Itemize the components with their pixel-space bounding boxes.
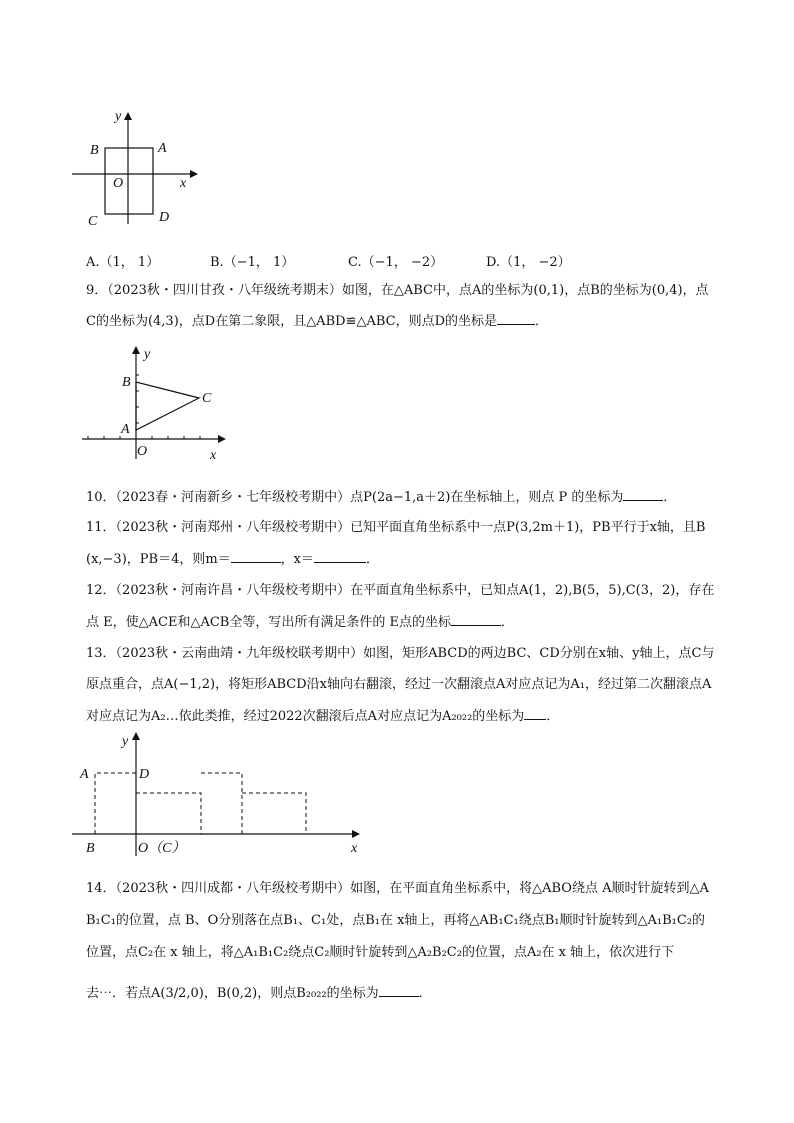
label-O: O (113, 176, 124, 191)
q14-line4 (86, 984, 432, 1003)
label-B: B (122, 375, 131, 390)
q13-end: ． (546, 709, 560, 724)
label-y: y (122, 734, 129, 749)
figure-rectangle-abcd (68, 106, 198, 231)
q14-line1: 14．（2023秋・四川成都・八年级校考期中）如图，在平面直角坐标系中，将△ABO绕点 A顺时针旋转到△A (86, 881, 709, 896)
q9-answer-blank (497, 312, 535, 325)
q11-line2b: ，x＝ (280, 552, 315, 567)
label-A: A (158, 141, 167, 156)
q13-answer-blank (524, 707, 546, 720)
choice-c: C.（−1， −2） (348, 255, 444, 270)
label-x: x (210, 448, 217, 463)
q11-end: ． (366, 552, 380, 567)
choice-b: B.（−1， 1） (210, 255, 295, 270)
y-axis-arrow (124, 112, 132, 120)
label-A: A (121, 422, 130, 437)
choice-a: A.（1， 1） (86, 255, 160, 270)
q10-line (86, 488, 676, 507)
q12-end: ． (500, 615, 514, 630)
q9-line1: 9．（2023秋・四川甘孜・八年级统考期末）如图，在△ABC中，点A的坐标为(0,1)，点B的坐标为(0,4)，点 (86, 283, 709, 298)
q11-line2 (86, 550, 379, 569)
label-C: C (202, 391, 212, 406)
q12-answer-blank (451, 613, 501, 626)
q9-end: ． (535, 314, 549, 329)
q11-blank-m (231, 550, 281, 563)
q9-line2 (86, 312, 548, 331)
q11-blank-x (314, 550, 366, 563)
q13-line3-text: 对应点记为A₂…依此类推，经过2022次翻滚后点A对应点记为A₂₀₂₂的坐标为 (86, 709, 525, 724)
label-O: O (137, 444, 148, 459)
q14-line3: 位置，点C₂在 x 轴上，将△A₁B₁C₂绕点C₂顺时针旋转到△A₂B₂C₂的位置，点A₂在 x 轴上，依次进行下 (86, 945, 675, 960)
q12-line2 (86, 613, 514, 632)
figure-triangle-abc (78, 344, 228, 464)
choice-d: D.（1， −2） (486, 255, 571, 270)
x-axis-arrow (218, 435, 226, 443)
q10-end: ． (663, 490, 677, 505)
q14-line4-text: 去⋯．若点A(3/2,0)，B(0,2)，则点B₂₀₂₂的坐标为 (86, 986, 379, 1001)
y-axis-arrow (132, 346, 140, 354)
label-OC: O（C） (138, 841, 186, 856)
x-axis-arrow (352, 830, 360, 838)
label-x: x (351, 841, 358, 856)
rectangle-positions (95, 773, 306, 834)
label-D: D (139, 767, 150, 782)
label-C: C (88, 214, 98, 229)
y-axis-arrow (132, 732, 140, 740)
label-B: B (90, 143, 99, 158)
q12-line2-text: 点 E，使△ACE和△ACB全等，写出所有满足条件的 E点的坐标 (86, 615, 451, 630)
q14-line2: B₁C₁的位置，点 B、O分别落在点B₁、C₁处，点B₁在 x轴上，再将△AB₁C₁绕点B₁顺时针旋转到△A₁B₁C₂的 (86, 913, 706, 928)
q13-line1: 13．（2023秋・云南曲靖・九年级校联考期中）如图，矩形ABCD的两边BC、CD分别在x轴、y轴上，点C与 (86, 646, 715, 661)
q11-line1: 11．（2023秋・河南郑州・八年级校考期中）已知平面直角坐标系中一点P(3,2m＋1)，PB平行于x轴，且B (86, 520, 706, 535)
q9-line2-text: C的坐标为(4,3)，点D在第二象限，且△ABD≌△ABC，则点D的坐标是 (86, 314, 497, 329)
q13-line3 (86, 707, 559, 726)
q14-end: ． (418, 986, 432, 1001)
label-y: y (144, 347, 151, 362)
q14-answer-blank (379, 984, 419, 997)
label-x: x (180, 176, 187, 191)
q10-text: 10．（2023春・河南新乡・七年级校考期中）点P(2a−1,a＋2)在坐标轴上，则点 P 的坐标为 (86, 490, 624, 505)
q12-line1: 12．（2023秋・河南许昌・八年级校考期中）在平面直角坐标系中，已知点A(1，2),B(5，5),C(3，2)，存在 (86, 583, 715, 598)
label-D: D (159, 210, 170, 225)
rect-roll-1 (136, 793, 201, 834)
q13-line2: 原点重合，点A(−1,2)，将矩形ABCD沿x轴向右翻滚，经过一次翻滚点A对应点记为A₁，经过第二次翻滚点A (86, 677, 712, 692)
figure-rolling-rectangle (68, 728, 368, 858)
x-axis-arrow (190, 170, 198, 178)
triangle (136, 382, 199, 430)
q11-line2a: (x,−3)，PB＝4，则m＝ (86, 552, 231, 567)
label-A: A (80, 767, 89, 782)
label-y: y (115, 109, 122, 124)
rect-roll-2 (201, 773, 242, 834)
q10-answer-blank (623, 488, 663, 501)
rect-start (95, 773, 136, 834)
label-B: B (86, 841, 95, 856)
rect-roll-3 (242, 793, 306, 834)
